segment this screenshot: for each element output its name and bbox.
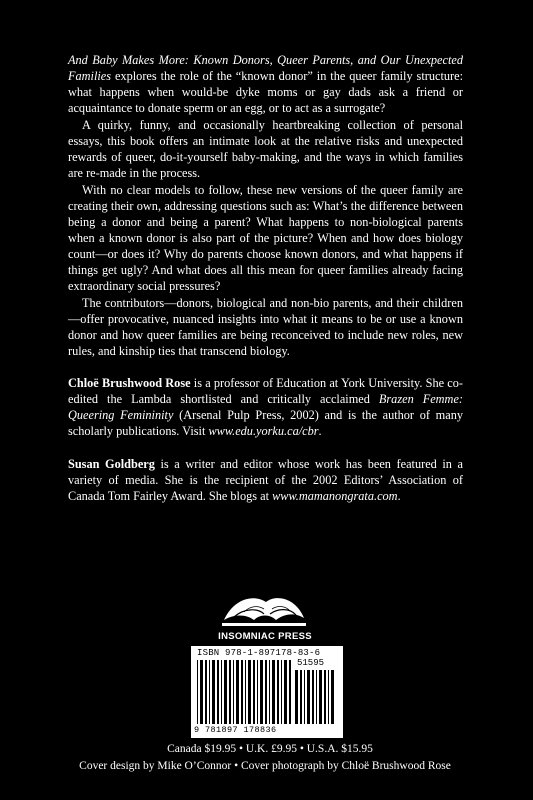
isbn-barcode bbox=[191, 646, 343, 738]
book-title-brazen-femme: Brazen Femme: Queering Femininity bbox=[68, 392, 463, 422]
author-bio-rose: Chloë Brushwood Rose is a professor of Education at York University. She co-edited the Lambda shortlisted and critically acclaimed Brazen Femme: Queering Femininity (Arsenal Pulp Press, 2002) and is the author of many scholarly publications. Visit www.edu.yorku.ca/cbr. bbox=[68, 376, 463, 438]
cover-credits: Cover design by Mike O’Connor • Cover photograph by Chloë Brushwood Rose bbox=[79, 760, 451, 772]
author-url-goldberg: www.mamanongrata.com bbox=[272, 489, 398, 503]
ean-barcode-bars bbox=[197, 660, 293, 724]
author-name-goldberg: Susan Goldberg bbox=[68, 457, 155, 471]
addon-number: 51595 bbox=[297, 658, 325, 668]
ean-digits: 9 781897 178836 bbox=[194, 725, 277, 735]
publisher-name: INSOMNIAC PRESS bbox=[218, 631, 312, 642]
author-bio-goldberg: Susan Goldberg is a writer and editor whose work has been featured in a variety of media. She is the recipient of the 2002 Editors’ Association of Canada Tom Fairley Award. She blogs at www.mamanongrata.com. bbox=[68, 457, 463, 503]
blurb-paragraph-3: With no clear models to follow, these new versions of the queer family are creating their own, addressing questions such as: What’s the difference between being a donor and being a parent? What happens to non-biological parents when a known donor is also part of the picture? When and how does biology count—or does it? Why do parents choose known donors, and what happens if things get ugly? And what does all this mean for queer families already facing extraordinary social pressures? bbox=[68, 183, 463, 293]
blurb-paragraph-1: And Baby Makes More: Known Donors, Queer Parents, and Our Unexpected Families explores the role of the “known donor” in the queer family structure: what happens when would-be dyke moms or gay dads ask a friend or acquaintance to donate sperm or an egg, or to act as a surrogate? bbox=[68, 53, 463, 115]
blurb-paragraph-4: The contributors—donors, biological and non-bio parents, and their children—offer provocative, nuanced insights into what it means to be or use a known donor and how queer families are being reconceived to include new roles, new rules, and kinship ties that transcend biology. bbox=[68, 296, 463, 358]
insomniac-press-logo-icon bbox=[214, 590, 314, 630]
price-line: Canada $19.95 • U.K. £9.95 • U.S.A. $15.95 bbox=[167, 743, 373, 755]
book-title: And Baby Makes More: Known Donors, Queer Parents, and Our Unexpected Families bbox=[68, 53, 463, 83]
author-name-rose: Chloë Brushwood Rose bbox=[68, 376, 191, 390]
isbn-text: ISBN 978-1-897178-83-6 bbox=[197, 648, 321, 658]
author-url-rose: www.edu.yorku.ca/cbr bbox=[208, 424, 319, 438]
addon-barcode-bars bbox=[295, 670, 337, 724]
blurb-text bbox=[68, 52, 463, 504]
blurb-paragraph-2: A quirky, funny, and occasionally heartbreaking collection of personal essays, this book offers an intimate look at the relative risks and unexpected rewards of queer, do-it-yourself baby-making, and the ways in which families are re-made in the process. bbox=[68, 118, 463, 180]
